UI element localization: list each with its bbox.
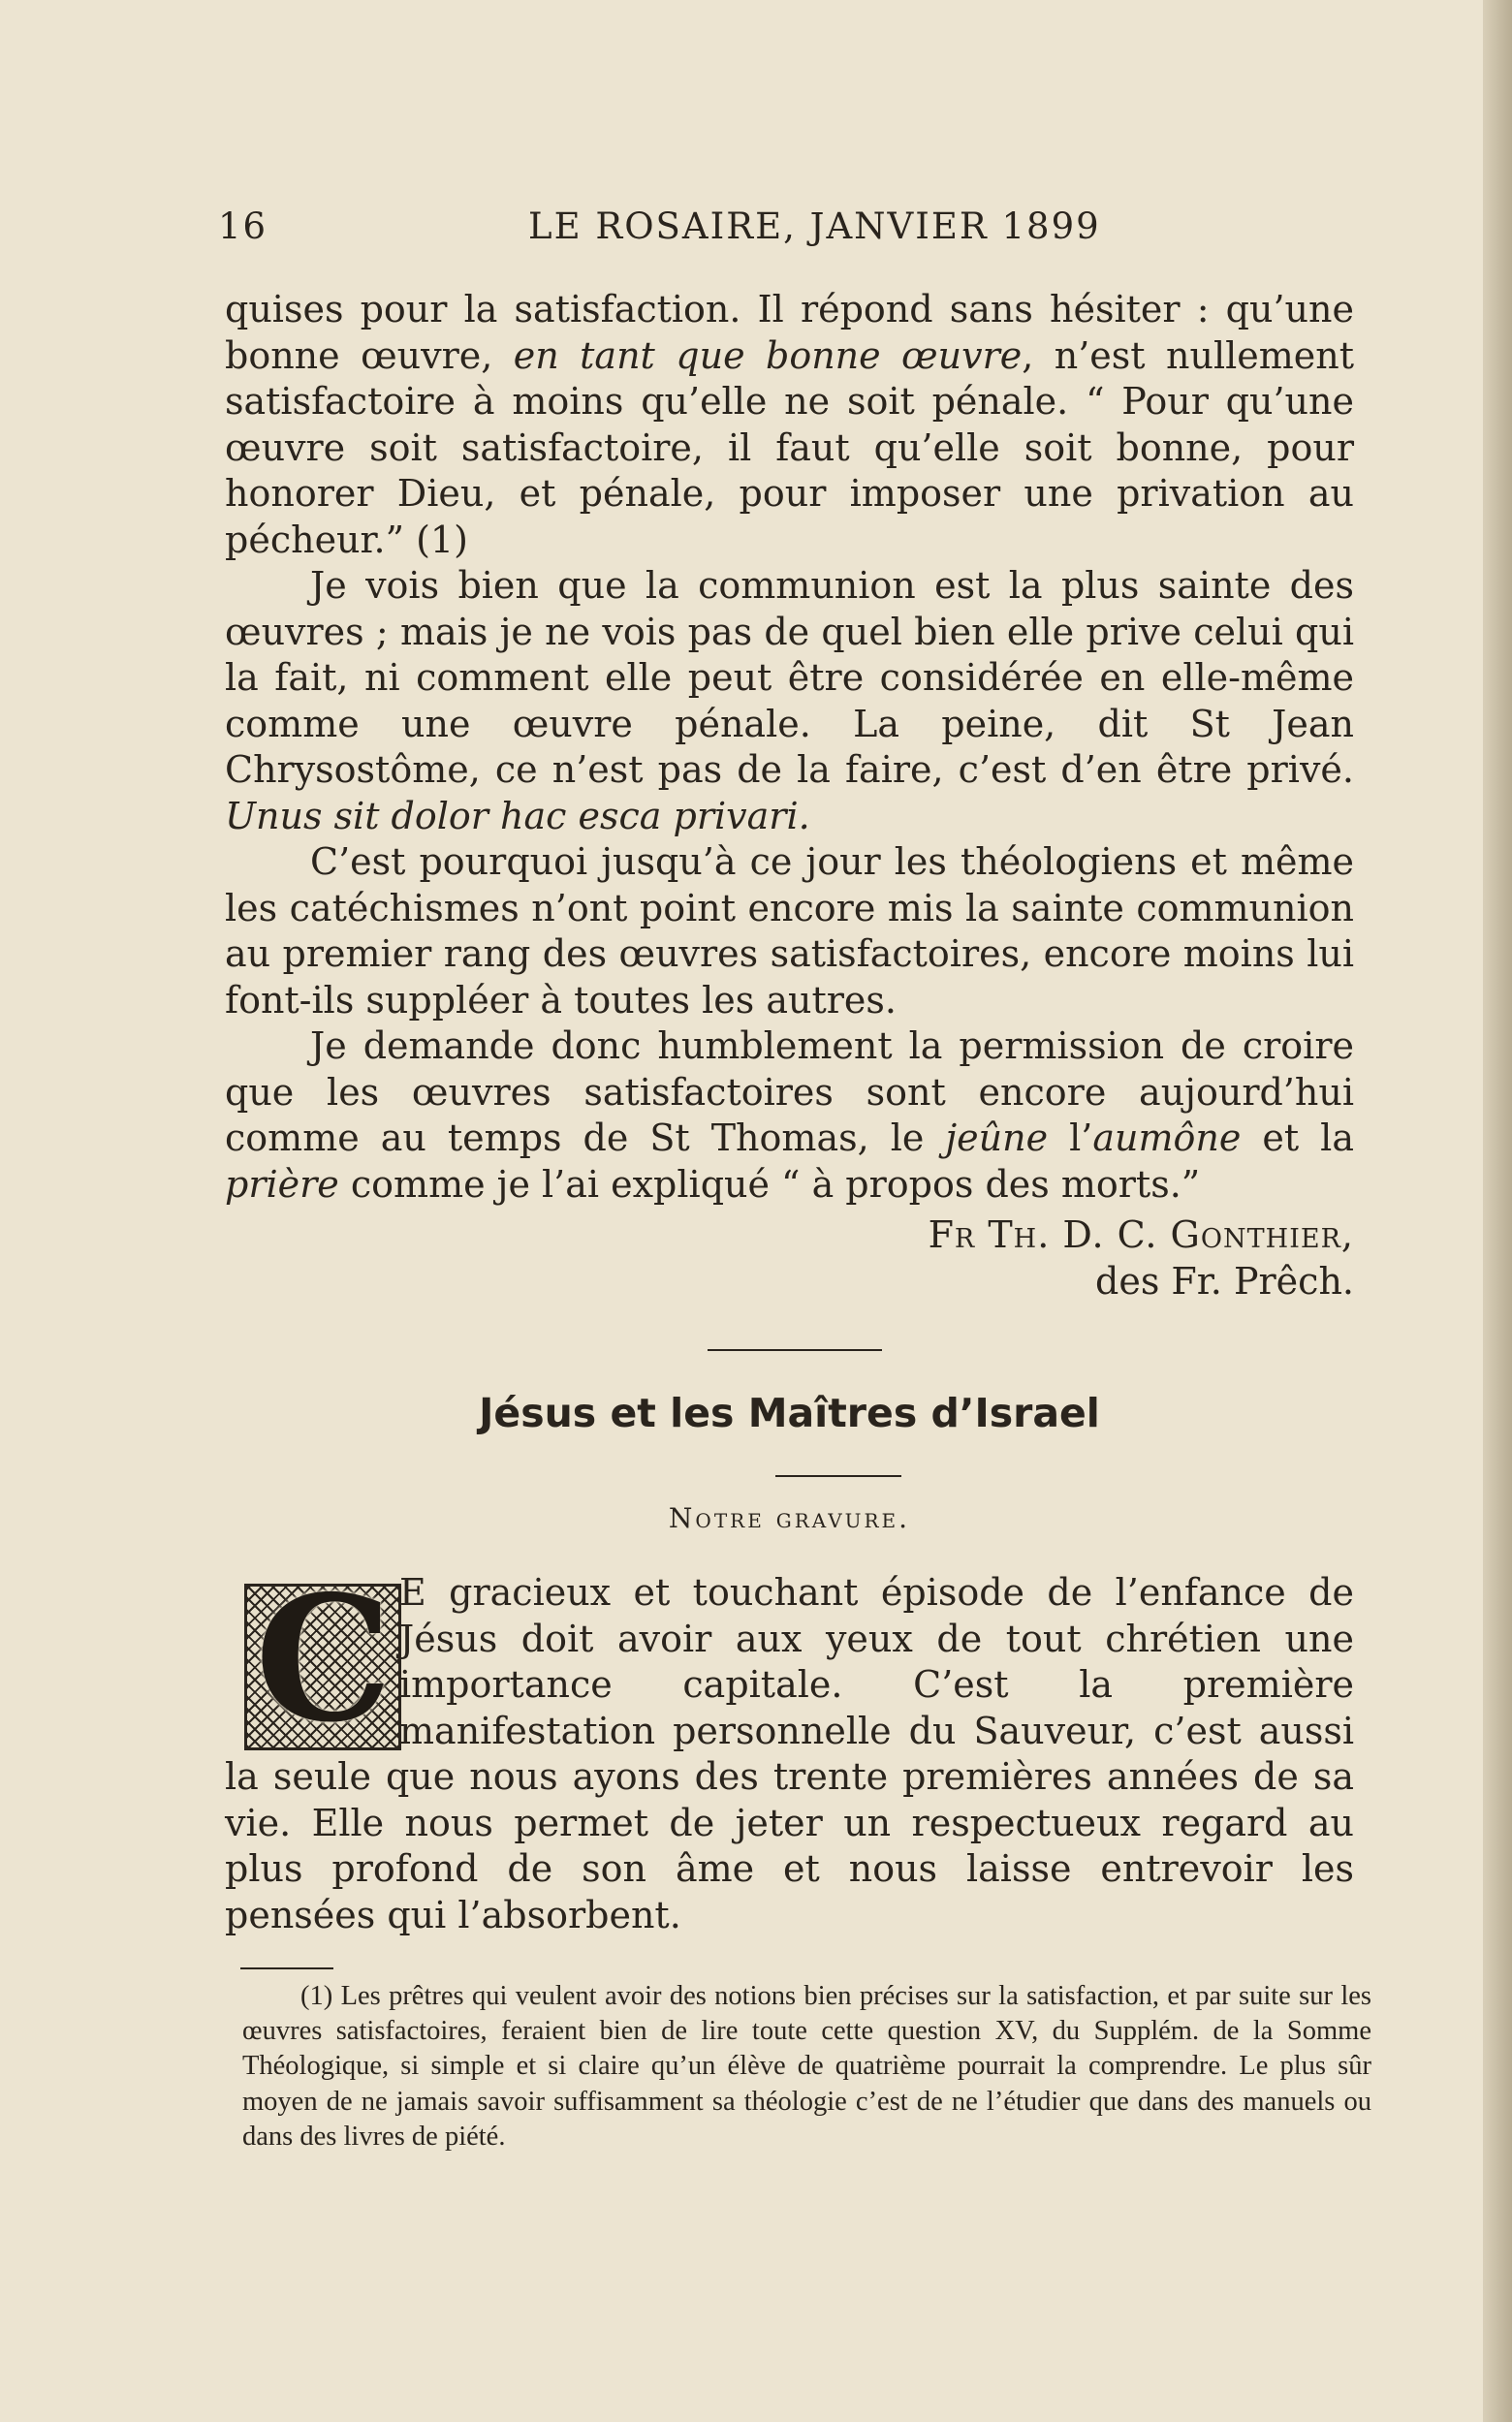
text-run: Je demande donc humblement la permission de croire que les œuvres satisfactoires sont encore aujourd’hui comme au temps de St Thomas, le bbox=[225, 1024, 1354, 1159]
dropcap-letter: C bbox=[255, 1557, 393, 1760]
article-continuation bbox=[225, 287, 1354, 1208]
paragraph bbox=[225, 287, 1354, 563]
italic-run: jeûne bbox=[945, 1117, 1049, 1159]
author-order: des Fr. Prêch. bbox=[1095, 1260, 1354, 1303]
dropcap-space bbox=[225, 1557, 399, 1760]
paragraph bbox=[225, 1023, 1354, 1208]
paragraph bbox=[225, 563, 1354, 839]
text-run: comme je l’ai expliqué “ à propos des morts.” bbox=[338, 1162, 1201, 1206]
paragraph: C’est pourquoi jusqu’à ce jour les théologiens et même les catéchismes n’ont point encore mis la sainte communion au premier rang des œuvres satisfactoires, encore moins lui font-ils suppléer à toutes les autres. bbox=[225, 840, 1354, 1022]
footnote-text: (1) Les prêtres qui veulent avoir des notions bien précises sur la satisfaction, et par suite sur les œuvres satisfactoires, feraient bien de lire toute cette question XV, du Supplém. de la Somme Théologique, si simple et si claire qu’un élève de quatrième pourrait la comprendre. Le plus sûr moyen de ne jamais savoir suffisamment sa théologie c’est de ne l’étudier que dans des manuels ou dans des livres de piété. bbox=[242, 1981, 1371, 2152]
text-run: , n’est nullement satisfactoire à moins qu’elle ne soit pénale. “ Pour qu’une œuvre soit satisfactoire, il faut qu’elle soit bonne, pour honorer Dieu, et pénale, pour imposer une privation au pécheur.” (1) bbox=[225, 333, 1355, 561]
author-signature bbox=[225, 1211, 1354, 1305]
paragraph: E gracieux et touchant épisode de l’enfance de Jésus doit avoir aux yeux de tout chrétien une importance capitale. C’est la première manifestation personnelle du Sauveur, c’est aussi la seule que nous ayons des trente premières années de sa vie. Elle nous permet de jeter un respectueux regard au plus profond de son âme et nous laisse entrevoir les pensées qui l’absorbent. bbox=[225, 1571, 1354, 1936]
running-head bbox=[218, 205, 1371, 264]
author-name: Fr Th. D. C. Gonthier, bbox=[928, 1213, 1354, 1256]
text-run: Je vois bien que la communion est la plus sainte des œuvres ; mais je ne vois pas de quel bien elle prive celui qui la fait, ni comment elle peut être considérée en elle-même comme une œuvre pénale. La peine, dit St Jean Chrysostôme, ce n’est pas de la faire, c’est d’en être privé. bbox=[225, 564, 1354, 791]
article-body bbox=[225, 1557, 1354, 1938]
text-run: et la bbox=[1241, 1117, 1354, 1159]
page-edge bbox=[1483, 0, 1512, 2422]
text-run: quises pour la satisfaction. Il répond sans hésiter : qu’une bonne œuvre, bbox=[225, 288, 1354, 377]
article-subtitle: Notre gravure. bbox=[668, 1502, 911, 1534]
italic-run: prière bbox=[225, 1162, 339, 1206]
section-divider bbox=[708, 1349, 882, 1351]
title-underline bbox=[775, 1475, 901, 1477]
footnote-rule bbox=[240, 1967, 333, 1969]
running-title: LE ROSAIRE, JANVIER 1899 bbox=[528, 205, 1101, 247]
text-run: l’ bbox=[1048, 1117, 1093, 1159]
italic-run: en tant que bonne œuvre bbox=[513, 333, 1023, 377]
italic-run: aumône bbox=[1092, 1117, 1242, 1159]
footnote bbox=[242, 1979, 1371, 2155]
latin-quote: Unus sit dolor hac esca privari. bbox=[225, 794, 810, 837]
page-number: 16 bbox=[218, 205, 268, 247]
article-title: Jésus et les Maîtres d’Israel bbox=[479, 1390, 1100, 1436]
